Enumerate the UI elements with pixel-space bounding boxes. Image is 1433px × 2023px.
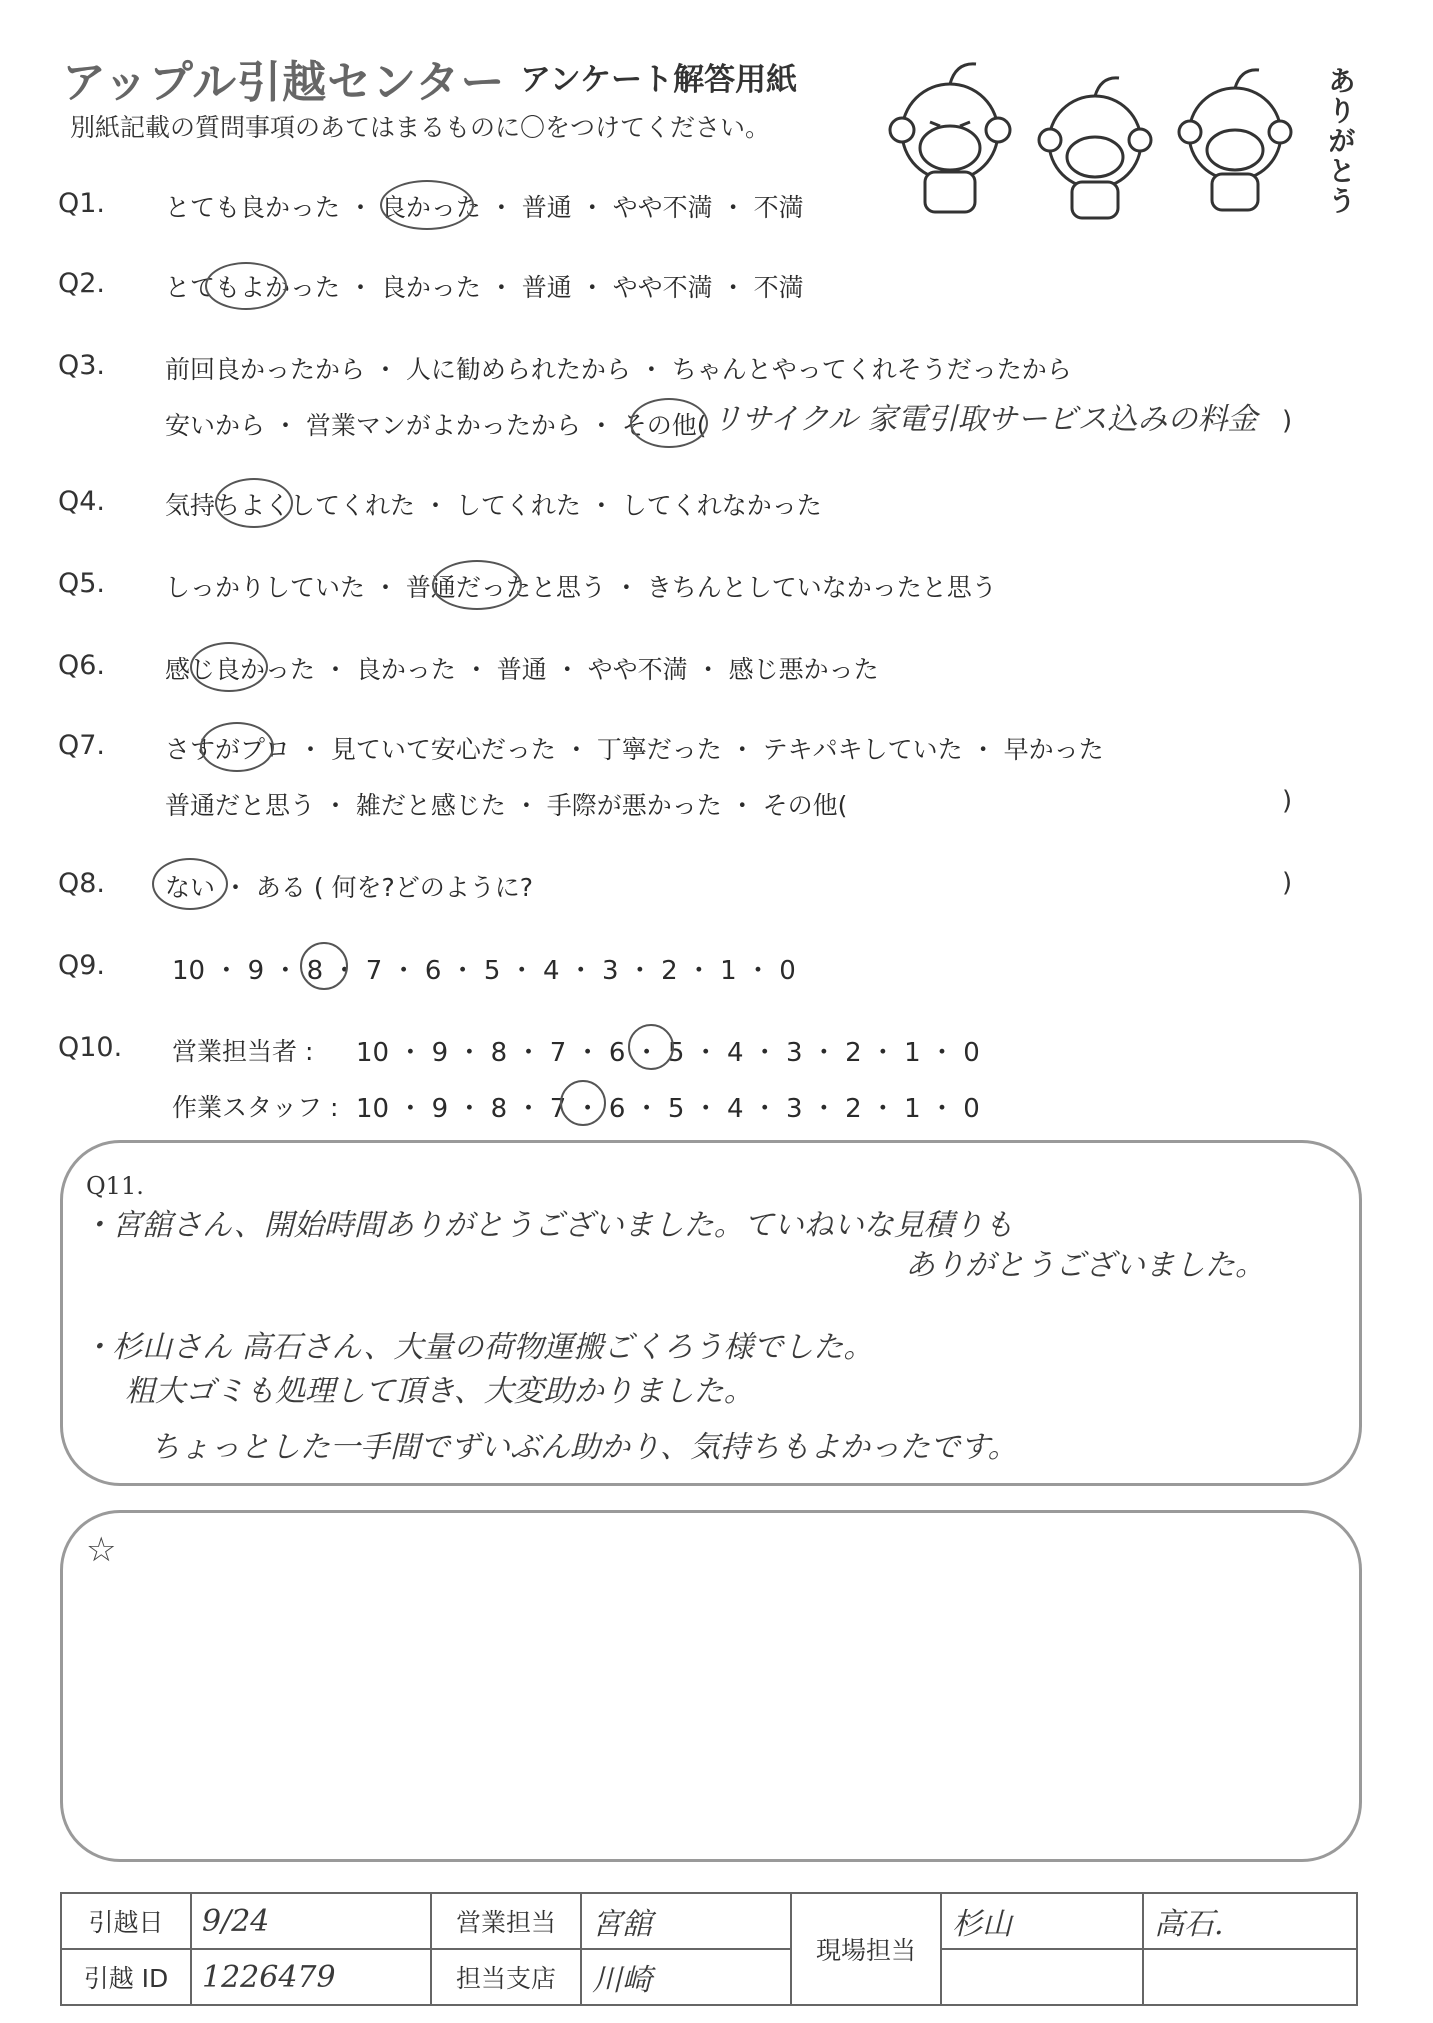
site-staff-empty-cell xyxy=(941,1949,1143,2005)
comment-line: ありがとうございました。 xyxy=(905,1248,1265,1283)
q10-staff-scale[interactable]: 10 ・ 9 ・ 8 ・ 7 ・ 6 ・ 5 ・ 4 ・ 3 ・ 2 ・ 1 ・ 0 xyxy=(356,1094,980,1124)
q10-sales-scale[interactable]: 10 ・ 9 ・ 8 ・ 7 ・ 6 ・ 5 ・ 4 ・ 3 ・ 2 ・ 1 ・ 0 xyxy=(356,1038,980,1068)
instruction-text: 別紙記載の質問事項のあてはまるものに〇をつけてください。 xyxy=(70,113,771,142)
answer-circle xyxy=(200,722,274,772)
site-staff-empty-cell xyxy=(1143,1949,1357,2005)
q6-options[interactable]: 感じ良かった ・ 良かった ・ 普通 ・ やや不満 ・ 感じ悪かった xyxy=(165,655,879,684)
company-title: アップル引越センター xyxy=(62,57,506,108)
answer-circle xyxy=(630,398,708,448)
additional-comment-box[interactable] xyxy=(60,1510,1362,1862)
q4-number: Q4. xyxy=(58,486,106,517)
q7-number: Q7. xyxy=(58,730,106,761)
footer-info-table xyxy=(60,1892,1358,2006)
answer-circle xyxy=(190,642,268,692)
q11-label: Q11. xyxy=(86,1172,144,1200)
q10-sales-label: 営業担当者 : xyxy=(172,1037,314,1066)
answer-circle xyxy=(205,262,287,310)
answer-circle xyxy=(432,560,522,610)
site-staff-label: 現場担当 xyxy=(791,1893,941,2005)
branch-label: 担当支店 xyxy=(431,1949,581,2005)
q3-number: Q3. xyxy=(58,350,106,381)
q8-number: Q8. xyxy=(58,868,106,899)
q1-number: Q1. xyxy=(58,188,106,219)
q8-options[interactable]: ない ・ ある ( 何を?どのように? xyxy=(165,873,534,902)
q7-options-line2[interactable]: 普通だと思う ・ 雑だと感じた ・ 手際が悪かった ・ その他( xyxy=(165,791,848,820)
comment-line: ・宮舘さん、開始時間ありがとうございました。ていねいな見積りも xyxy=(82,1208,1014,1243)
q9-number: Q9. xyxy=(58,950,106,981)
q5-options[interactable]: しっかりしていた ・ 普通だったと思う ・ きちんとしていなかったと思う xyxy=(165,573,997,602)
branch-value[interactable]: 川崎 xyxy=(581,1949,791,2005)
answer-circle xyxy=(560,1080,606,1126)
sales-rep-value[interactable]: 宮舘 xyxy=(581,1893,791,1949)
thanks-text: ありがとう xyxy=(1324,66,1357,216)
answer-circle xyxy=(152,858,228,910)
answer-circle xyxy=(628,1024,674,1070)
q3-options-line2[interactable]: 安いから ・ 営業マンがよかったから ・ その他( xyxy=(165,411,707,440)
q10-number: Q10. xyxy=(58,1032,123,1063)
comment-line: ちょっとした一手間でずいぶん助かり、気持ちもよかったです。 xyxy=(150,1430,1018,1465)
monkey-icon xyxy=(1179,70,1291,210)
move-date-label: 引越日 xyxy=(61,1893,191,1949)
q5-number: Q5. xyxy=(58,568,106,599)
q9-scale[interactable]: 10 ・ 9 ・ 8 ・ 7 ・ 6 ・ 5 ・ 4 ・ 3 ・ 2 ・ 1 ・ 0 xyxy=(172,956,796,986)
mascot-illustration xyxy=(880,52,1320,222)
answer-circle xyxy=(215,478,293,528)
q10-staff-label: 作業スタッフ : xyxy=(172,1093,339,1122)
q7-options-line1[interactable]: さすがプロ ・ 見ていて安心だった ・ 丁寧だった ・ テキパキしていた ・ 早かった xyxy=(165,735,1104,764)
site-staff-1-value[interactable]: 杉山 xyxy=(941,1893,1143,1949)
sales-rep-label: 営業担当 xyxy=(431,1893,581,1949)
move-id-label: 引越 ID xyxy=(61,1949,191,2005)
q1-options[interactable]: とても良かった ・ 良かった ・ 普通 ・ やや不満 ・ 不満 xyxy=(165,193,804,222)
q8-close-paren: ) xyxy=(1282,868,1293,898)
comment-line: ・杉山さん 高石さん、大量の荷物運搬ごくろう様でした。 xyxy=(82,1330,874,1365)
q2-number: Q2. xyxy=(58,268,106,299)
q7-close-paren: ) xyxy=(1282,786,1293,816)
site-staff-2-value[interactable]: 高石. xyxy=(1143,1893,1357,1949)
form-subtitle: アンケート解答用紙 xyxy=(520,62,798,98)
q6-number: Q6. xyxy=(58,650,106,681)
q4-options[interactable]: 気持ちよくしてくれた ・ してくれた ・ してくれなかった xyxy=(165,491,822,520)
answer-circle xyxy=(380,180,474,230)
move-id-value[interactable]: 1226479 xyxy=(191,1949,431,2005)
comment-line: 粗大ゴミも処理して頂き、大変助かりました。 xyxy=(125,1374,754,1409)
monkey-icon xyxy=(1039,78,1151,218)
q2-options[interactable]: とてもよかった ・ 良かった ・ 普通 ・ やや不満 ・ 不満 xyxy=(165,273,804,302)
q3-other-handwritten: リサイクル 家電引取サービス込みの料金 xyxy=(712,402,1258,437)
q3-close-paren: ) xyxy=(1282,406,1293,436)
q3-options-line1[interactable]: 前回良かったから ・ 人に勧められたから ・ ちゃんとやってくれそうだったから xyxy=(165,355,1072,384)
move-date-value[interactable]: 9/24 xyxy=(191,1893,431,1949)
answer-circle xyxy=(300,942,348,990)
star-icon: ☆ xyxy=(86,1530,117,1570)
monkey-icon xyxy=(890,64,1010,212)
